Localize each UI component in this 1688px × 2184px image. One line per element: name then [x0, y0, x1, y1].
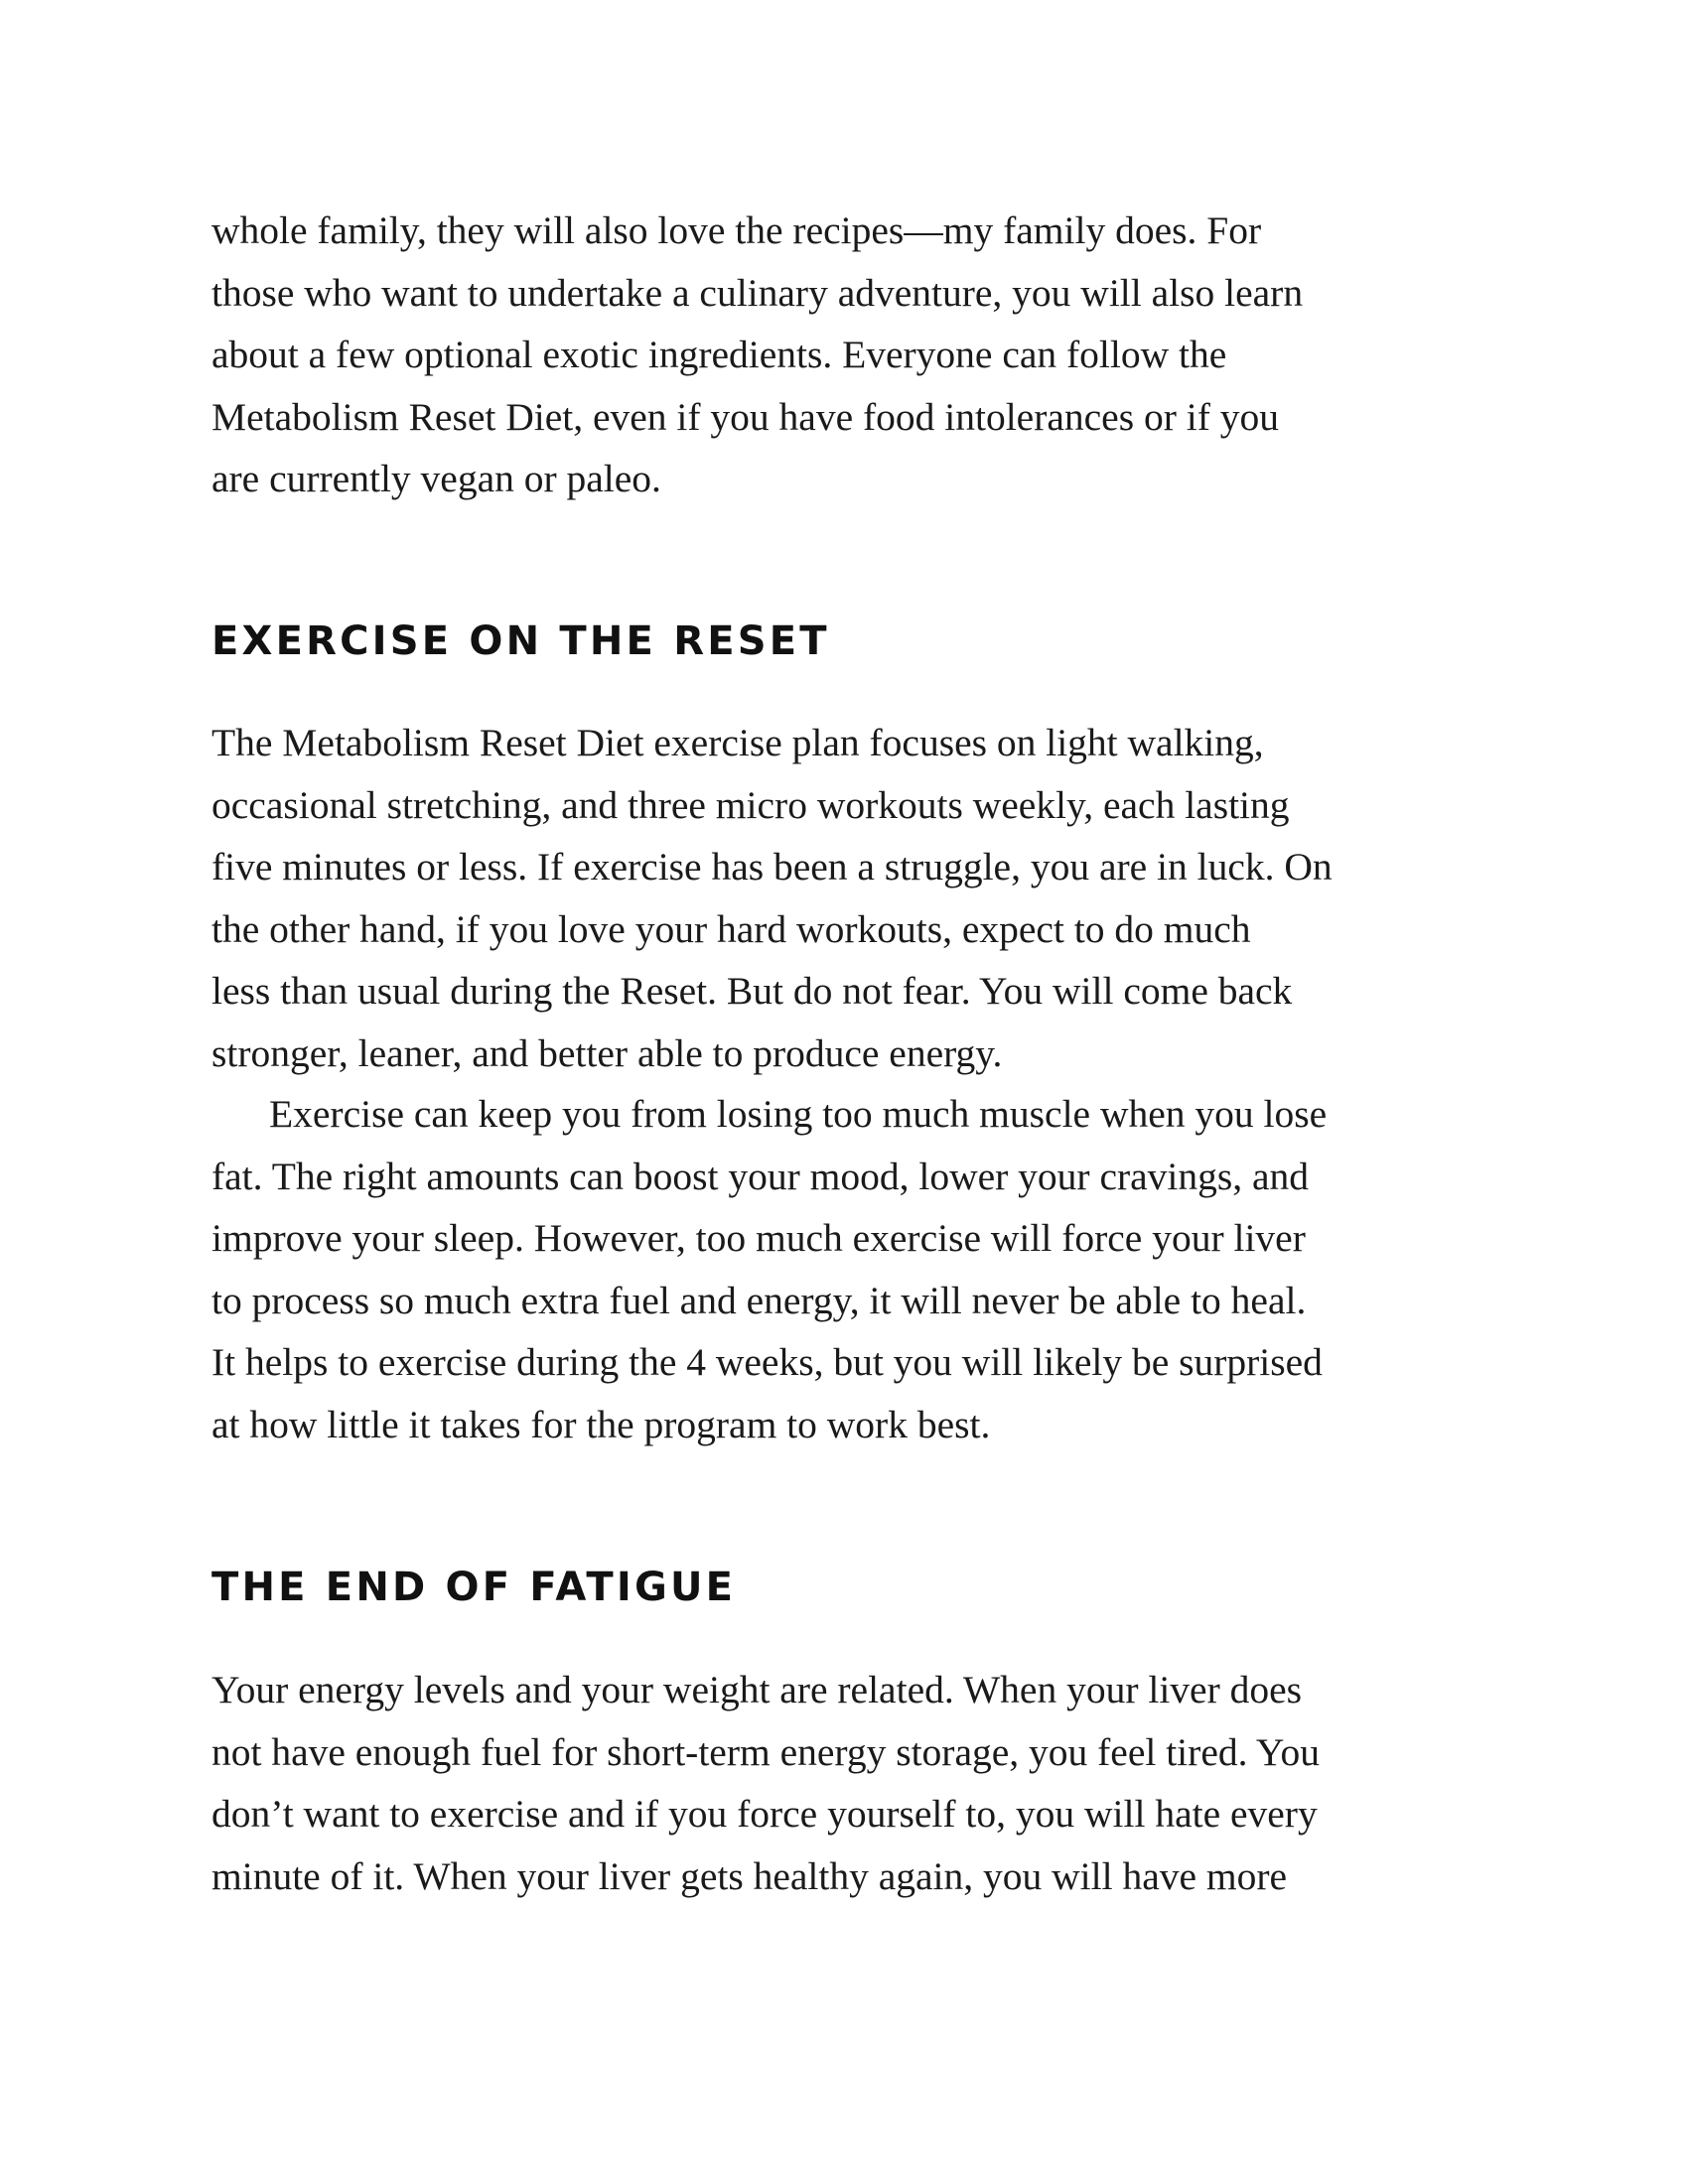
paragraph-exercise-benefits-text: Exercise can keep you from losing too much muscle when you lose fat. The right amounts can boost your mood, lower your cravings, and improve your sleep. However, too much exercise will force your liver to process so much extra fuel and energy, it will never be able to heal. It helps to exercise during the 4 weeks, but you will likely be surprised at how little it takes for the program to work best.	[211, 1092, 1328, 1446]
paragraph-exercise-plan: The Metabolism Reset Diet exercise plan focuses on light walking, occasional stretching, and three micro workouts weekly, each lasting five minutes or less. If exercise has been a struggle, you are in luck. On the other hand, if you love your hard workouts, expect to do much less than usual during the Reset. But do not fear. You will come back stronger, leaner, and better able to produce energy.	[211, 721, 1333, 1075]
section-heading-exercise: EXERCISE ON THE RESET	[211, 618, 830, 664]
paragraph-intro-continued: whole family, they will also love the recipes—my family does. For those who want to undertake a culinary adventure, you will also learn about a few optional exotic ingredients. Everyone can follow the Metabolism Reset Diet, even if you have food intolerances or if you are currently vegan or paleo.	[211, 208, 1304, 501]
paragraph-exercise-benefits	[211, 1083, 1492, 1456]
paragraph-energy-weight: Your energy levels and your weight are related. When your liver does not have enough fuel for short-term energy storage, you feel tired. You don’t want to exercise and if you force yourself to, you will hate every minute of it. When your liver gets healthy again, you will have more	[211, 1668, 1320, 1898]
section-heading-fatigue: THE END OF FATIGUE	[211, 1565, 737, 1610]
